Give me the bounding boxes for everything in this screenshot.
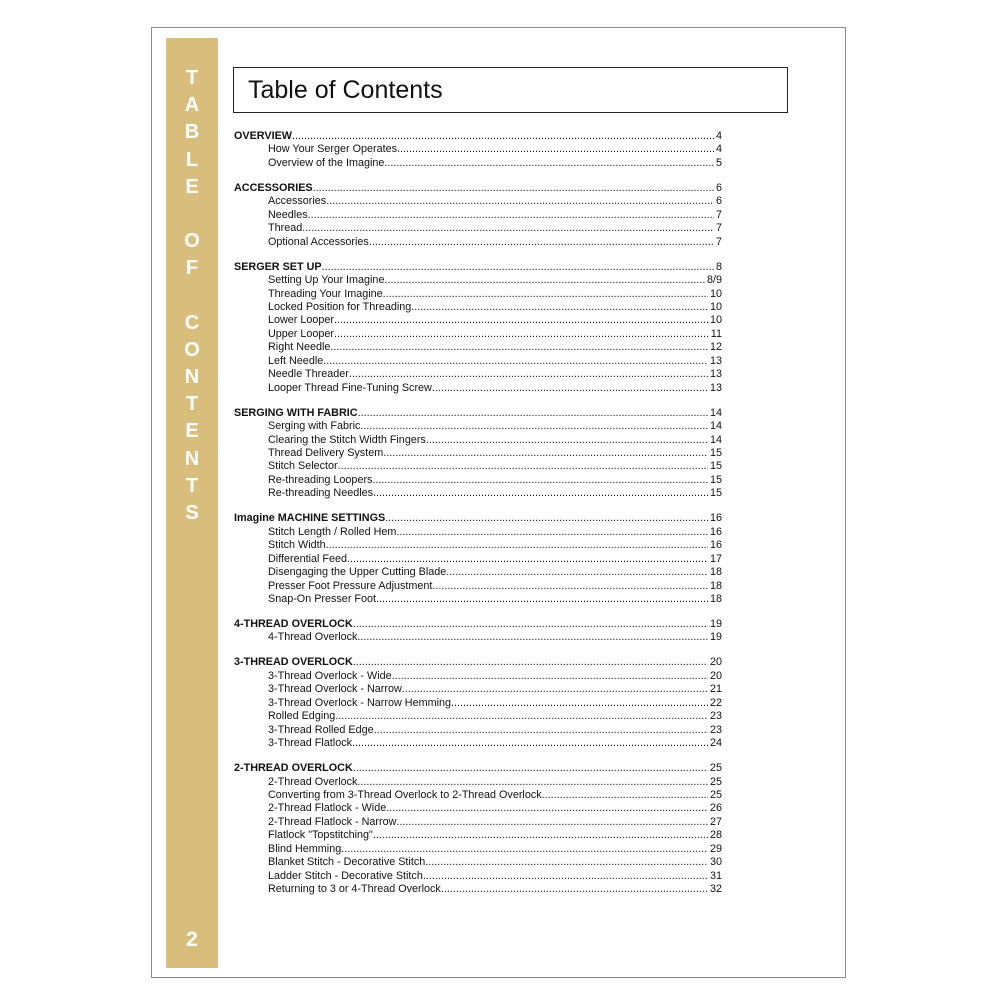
toc-entry-label: 2-Thread Overlock bbox=[268, 775, 358, 788]
toc-entry-page: 7 bbox=[715, 235, 722, 248]
toc-heading-page: 19 bbox=[709, 617, 722, 630]
toc-entry-page: 32 bbox=[709, 883, 722, 896]
toc-section bbox=[234, 762, 722, 896]
toc-entry-label: 3-Thread Overlock - Narrow bbox=[268, 683, 402, 696]
dot-leader bbox=[334, 314, 708, 327]
toc-entry-label: Ladder Stitch - Decorative Stitch bbox=[268, 869, 423, 882]
dot-leader bbox=[353, 656, 708, 669]
toc-entry-page: 22 bbox=[709, 696, 722, 709]
sidebar-letter: S bbox=[185, 502, 199, 524]
toc-entry[interactable] bbox=[234, 737, 722, 750]
toc-entry[interactable] bbox=[234, 474, 722, 487]
toc-entry[interactable] bbox=[234, 802, 722, 815]
toc-entry[interactable] bbox=[234, 883, 722, 896]
dot-leader bbox=[334, 328, 709, 341]
toc-entry[interactable] bbox=[234, 789, 722, 802]
toc-entry[interactable] bbox=[234, 593, 722, 606]
sidebar-letter: B bbox=[184, 121, 200, 144]
toc-entry-label: Stitch Selector bbox=[268, 460, 338, 473]
table-of-contents bbox=[234, 130, 722, 908]
sidebar-letter: F bbox=[185, 257, 199, 280]
toc-heading-label: ACCESSORIES bbox=[234, 181, 313, 194]
toc-heading-label: 4-THREAD OVERLOCK bbox=[234, 617, 353, 630]
sidebar-title bbox=[166, 65, 218, 527]
sidebar-letter: O bbox=[184, 230, 200, 253]
toc-entry[interactable] bbox=[234, 776, 722, 789]
toc-entry[interactable] bbox=[234, 328, 722, 341]
sidebar-letter: N bbox=[184, 366, 200, 389]
toc-entry-label: Flatlock "Topstitching" bbox=[268, 829, 373, 842]
toc-entry-page: 15 bbox=[709, 446, 722, 459]
toc-entry[interactable] bbox=[234, 816, 722, 829]
sidebar-letter: T bbox=[185, 474, 199, 497]
dot-leader bbox=[326, 195, 714, 208]
sidebar-letter bbox=[166, 283, 218, 310]
toc-heading-label: Imagine MACHINE SETTINGS bbox=[234, 512, 386, 525]
toc-entry-label: Stitch Width bbox=[268, 539, 326, 552]
dot-leader bbox=[374, 724, 708, 737]
toc-entry-page: 23 bbox=[709, 723, 722, 736]
dot-leader bbox=[373, 487, 708, 500]
toc-entry-label: Accessories bbox=[268, 195, 327, 208]
toc-section bbox=[234, 182, 722, 249]
toc-entry-page: 13 bbox=[709, 368, 722, 381]
toc-entry-page: 20 bbox=[709, 669, 722, 682]
toc-entry-label: Converting from 3-Thread Overlock to 2-Thread Overlock bbox=[268, 788, 542, 801]
dot-leader bbox=[369, 236, 714, 249]
toc-entry[interactable] bbox=[234, 314, 722, 327]
sidebar-tab bbox=[166, 38, 218, 968]
toc-heading-page: 4 bbox=[715, 130, 722, 142]
dot-leader bbox=[411, 301, 708, 314]
toc-heading-label: SERGING WITH FABRIC bbox=[234, 406, 358, 419]
toc-entry[interactable] bbox=[234, 222, 722, 235]
toc-entry[interactable] bbox=[234, 566, 722, 579]
dot-leader bbox=[358, 407, 708, 420]
toc-entry-page: 29 bbox=[709, 842, 722, 855]
toc-entry-label: Looper Thread Fine-Tuning Screw bbox=[268, 381, 432, 394]
toc-entry[interactable] bbox=[234, 143, 722, 156]
dot-leader bbox=[542, 789, 708, 802]
toc-heading-label: 3-THREAD OVERLOCK bbox=[234, 656, 353, 669]
toc-entry[interactable] bbox=[234, 368, 722, 381]
toc-entry-page: 28 bbox=[709, 829, 722, 842]
toc-entry-label: Optional Accessories bbox=[268, 235, 369, 248]
toc-heading-label: 2-THREAD OVERLOCK bbox=[234, 762, 353, 775]
toc-entry[interactable] bbox=[234, 274, 722, 287]
sidebar-letter bbox=[166, 201, 218, 228]
sidebar-letter: T bbox=[185, 67, 199, 89]
toc-entry[interactable] bbox=[234, 580, 722, 593]
dot-leader bbox=[396, 526, 708, 539]
toc-heading[interactable] bbox=[234, 407, 722, 420]
toc-entry-page: 17 bbox=[709, 552, 722, 565]
toc-entry[interactable] bbox=[234, 526, 722, 539]
toc-entry-page: 10 bbox=[709, 314, 722, 327]
dot-leader bbox=[357, 776, 708, 789]
toc-heading[interactable] bbox=[234, 512, 722, 525]
toc-heading-page: 16 bbox=[709, 512, 722, 525]
toc-entry-label: Snap-On Presser Foot bbox=[268, 592, 377, 605]
toc-entry[interactable] bbox=[234, 683, 722, 696]
toc-entry[interactable] bbox=[234, 553, 722, 566]
toc-entry-label: Returning to 3 or 4-Thread Overlock bbox=[268, 883, 441, 896]
sidebar-letter: T bbox=[185, 393, 199, 416]
toc-entry-label: 2-Thread Flatlock - Narrow bbox=[268, 815, 397, 828]
toc-entry-page: 31 bbox=[709, 869, 722, 882]
toc-entry-label: Serging with Fabric bbox=[268, 420, 361, 433]
dot-leader bbox=[384, 274, 705, 287]
toc-entry[interactable] bbox=[234, 382, 722, 395]
dot-leader bbox=[353, 762, 708, 775]
toc-entry[interactable] bbox=[234, 157, 722, 170]
toc-entry[interactable] bbox=[234, 697, 722, 710]
dot-leader bbox=[357, 631, 708, 644]
dot-leader bbox=[323, 355, 708, 368]
page-title: Table of Contents bbox=[248, 76, 443, 104]
dot-leader bbox=[376, 593, 708, 606]
toc-entry-page: 19 bbox=[709, 631, 722, 644]
dot-leader bbox=[330, 341, 708, 354]
dot-leader bbox=[347, 553, 708, 566]
toc-entry[interactable] bbox=[234, 670, 722, 683]
dot-leader bbox=[425, 856, 708, 869]
toc-heading-page: 6 bbox=[715, 181, 722, 194]
toc-heading[interactable] bbox=[234, 656, 722, 669]
toc-entry[interactable] bbox=[234, 434, 722, 447]
toc-entry-page: 14 bbox=[709, 433, 722, 446]
sidebar-letter: E bbox=[185, 420, 199, 443]
dot-leader bbox=[396, 816, 708, 829]
toc-entry[interactable] bbox=[234, 355, 722, 368]
toc-entry-label: Upper Looper bbox=[268, 327, 335, 340]
toc-entry[interactable] bbox=[234, 843, 722, 856]
toc-entry-label: 2-Thread Flatlock - Wide bbox=[268, 802, 387, 815]
toc-heading-page: 14 bbox=[709, 406, 722, 419]
toc-section bbox=[234, 130, 722, 170]
toc-entry[interactable] bbox=[234, 539, 722, 552]
toc-entry-label: 3-Thread Overlock - Wide bbox=[268, 669, 392, 682]
dot-leader bbox=[326, 539, 708, 552]
toc-entry-page: 8/9 bbox=[706, 274, 722, 287]
dot-leader bbox=[322, 261, 714, 274]
toc-entry[interactable] bbox=[234, 631, 722, 644]
toc-heading[interactable] bbox=[234, 762, 722, 775]
sidebar-letter: E bbox=[185, 175, 199, 198]
toc-heading[interactable] bbox=[234, 130, 722, 143]
toc-entry[interactable] bbox=[234, 724, 722, 737]
dot-leader bbox=[386, 802, 708, 815]
toc-entry-label: 4-Thread Overlock bbox=[268, 631, 358, 644]
toc-heading-page: 8 bbox=[715, 260, 722, 273]
toc-entry-page: 12 bbox=[709, 341, 722, 354]
toc-entry-page: 14 bbox=[709, 420, 722, 433]
title-box bbox=[233, 67, 788, 113]
toc-entry[interactable] bbox=[234, 710, 722, 723]
sidebar-letter: A bbox=[184, 94, 200, 117]
toc-entry[interactable] bbox=[234, 195, 722, 208]
toc-entry-page: 15 bbox=[709, 473, 722, 486]
toc-section bbox=[234, 407, 722, 501]
toc-entry-page: 18 bbox=[709, 592, 722, 605]
dot-leader bbox=[441, 883, 708, 896]
toc-entry-label: Needles bbox=[268, 208, 308, 221]
toc-entry-label: Blanket Stitch - Decorative Stitch bbox=[268, 856, 426, 869]
dot-leader bbox=[423, 870, 708, 883]
toc-section bbox=[234, 618, 722, 645]
toc-heading[interactable] bbox=[234, 618, 722, 631]
toc-entry-label: Rolled Edging bbox=[268, 710, 336, 723]
toc-entry-label: Presser Foot Pressure Adjustment bbox=[268, 579, 433, 592]
toc-entry-label: Differential Feed bbox=[268, 552, 348, 565]
toc-entry-label: Disengaging the Upper Cutting Blade bbox=[268, 566, 447, 579]
toc-entry-page: 5 bbox=[715, 156, 722, 169]
dot-leader bbox=[451, 697, 708, 710]
dot-leader bbox=[352, 737, 708, 750]
dot-leader bbox=[446, 566, 708, 579]
toc-heading-label: OVERVIEW bbox=[234, 130, 292, 142]
dot-leader bbox=[397, 143, 714, 156]
dot-leader bbox=[313, 182, 714, 195]
toc-entry-label: Overview of the Imagine bbox=[268, 156, 385, 169]
toc-entry-label: Needle Threader bbox=[268, 368, 349, 381]
toc-entry-page: 25 bbox=[709, 775, 722, 788]
sidebar-letter: N bbox=[184, 447, 200, 470]
dot-leader bbox=[432, 580, 708, 593]
toc-section bbox=[234, 656, 722, 750]
toc-heading-page: 20 bbox=[709, 656, 722, 669]
toc-entry-label: Lower Looper bbox=[268, 314, 335, 327]
toc-entry-page: 30 bbox=[709, 856, 722, 869]
toc-entry-label: Locked Position for Threading bbox=[268, 301, 412, 313]
toc-section bbox=[234, 261, 722, 395]
toc-entry[interactable] bbox=[234, 460, 722, 473]
toc-entry-page: 18 bbox=[709, 579, 722, 592]
toc-entry-page: 15 bbox=[709, 487, 722, 500]
toc-entry-label: Stitch Length / Rolled Hem bbox=[268, 525, 397, 538]
toc-entry[interactable] bbox=[234, 856, 722, 869]
toc-entry-page: 26 bbox=[709, 802, 722, 815]
dot-leader bbox=[383, 447, 708, 460]
toc-entry-label: How Your Serger Operates bbox=[268, 143, 398, 156]
toc-entry-page: 11 bbox=[710, 327, 722, 340]
toc-entry-label: 3-Thread Rolled Edge bbox=[268, 723, 374, 736]
toc-entry-page: 4 bbox=[715, 143, 722, 156]
toc-entry-label: Thread bbox=[268, 222, 303, 235]
dot-leader bbox=[360, 420, 708, 433]
toc-entry-page: 18 bbox=[709, 566, 722, 579]
toc-heading[interactable] bbox=[234, 261, 722, 274]
toc-entry-page: 23 bbox=[709, 710, 722, 723]
dot-leader bbox=[353, 618, 708, 631]
dot-leader bbox=[338, 460, 708, 473]
toc-entry-label: Thread Delivery System bbox=[268, 446, 384, 459]
dot-leader bbox=[372, 474, 708, 487]
toc-entry[interactable] bbox=[234, 209, 722, 222]
toc-entry[interactable] bbox=[234, 341, 722, 354]
dot-leader bbox=[385, 512, 708, 525]
toc-heading[interactable] bbox=[234, 182, 722, 195]
toc-entry[interactable] bbox=[234, 870, 722, 883]
toc-entry[interactable] bbox=[234, 447, 722, 460]
toc-heading-page: 25 bbox=[709, 762, 722, 775]
dot-leader bbox=[432, 382, 708, 395]
dot-leader bbox=[426, 434, 708, 447]
toc-entry-label: 3-Thread Flatlock bbox=[268, 737, 353, 750]
toc-entry[interactable] bbox=[234, 487, 722, 500]
toc-entry-label: 3-Thread Overlock - Narrow Hemming bbox=[268, 696, 451, 709]
dot-leader bbox=[341, 843, 708, 856]
toc-entry-page: 10 bbox=[709, 287, 722, 300]
dot-leader bbox=[349, 368, 708, 381]
toc-entry-label: Blind Hemming bbox=[268, 842, 342, 855]
toc-entry-page: 13 bbox=[709, 354, 722, 367]
sidebar-letter: L bbox=[185, 148, 199, 171]
toc-entry[interactable] bbox=[234, 236, 722, 249]
dot-leader bbox=[335, 710, 708, 723]
toc-entry[interactable] bbox=[234, 829, 722, 842]
toc-entry-page: 21 bbox=[709, 683, 722, 696]
toc-entry-page: 7 bbox=[715, 208, 722, 221]
dot-leader bbox=[384, 157, 714, 170]
toc-entry[interactable] bbox=[234, 288, 722, 301]
toc-entry-page: 25 bbox=[709, 788, 722, 801]
sidebar-letter: C bbox=[184, 311, 200, 334]
dot-leader bbox=[383, 288, 708, 301]
toc-entry-label: Right Needle bbox=[268, 341, 331, 354]
toc-entry-page: 16 bbox=[709, 539, 722, 552]
toc-entry-page: 13 bbox=[709, 381, 722, 394]
toc-entry-label: Clearing the Stitch Width Fingers bbox=[268, 433, 426, 446]
toc-entry[interactable] bbox=[234, 420, 722, 433]
toc-entry-label: Setting Up Your Imagine bbox=[268, 274, 385, 287]
toc-entry-label: Left Needle bbox=[268, 354, 324, 367]
toc-entry[interactable] bbox=[234, 301, 722, 314]
toc-entry-page: 27 bbox=[709, 815, 722, 828]
toc-entry-label: Re-threading Needles bbox=[268, 487, 374, 500]
toc-entry-label: Threading Your Imagine bbox=[268, 287, 383, 300]
dot-leader bbox=[392, 670, 708, 683]
toc-section bbox=[234, 512, 722, 606]
dot-leader bbox=[292, 130, 714, 143]
toc-entry-page: 7 bbox=[715, 222, 722, 235]
toc-entry-page: 16 bbox=[709, 525, 722, 538]
dot-leader bbox=[402, 683, 708, 696]
sidebar-letter: O bbox=[184, 338, 200, 361]
page-number: 2 bbox=[186, 928, 198, 951]
toc-entry-label: Re-threading Loopers bbox=[268, 473, 373, 486]
toc-entry-page: 15 bbox=[709, 460, 722, 473]
toc-entry-page: 10 bbox=[709, 301, 722, 313]
toc-entry-page: 6 bbox=[715, 195, 722, 208]
toc-entry-page: 24 bbox=[709, 737, 722, 750]
dot-leader bbox=[308, 209, 714, 222]
toc-heading-label: SERGER SET UP bbox=[234, 260, 322, 273]
dot-leader bbox=[302, 222, 714, 235]
dot-leader bbox=[373, 829, 708, 842]
